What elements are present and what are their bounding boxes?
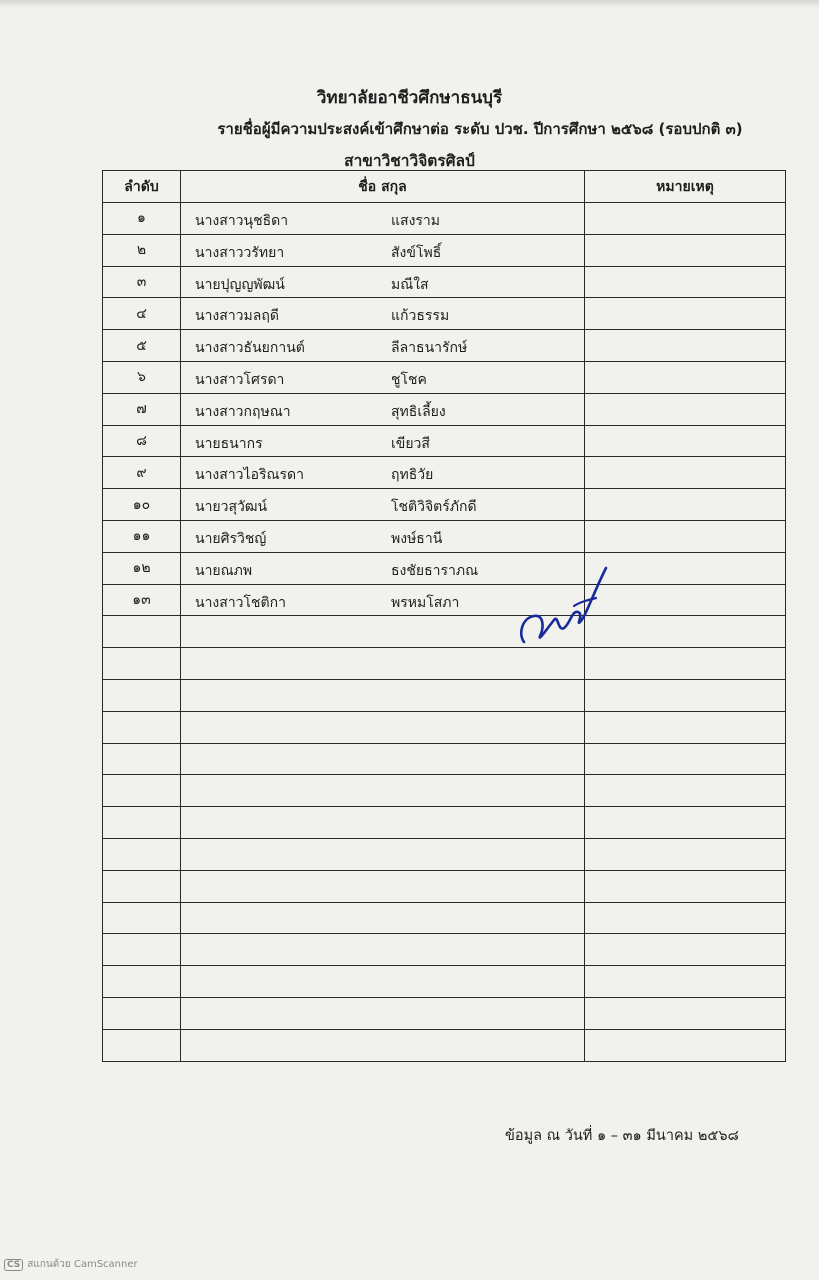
empty-cell: [585, 838, 786, 870]
row-note: [585, 203, 786, 235]
row-number: ๓: [103, 266, 181, 298]
empty-cell: [585, 966, 786, 998]
first-name: นางสาวนุชธิดา: [195, 213, 289, 229]
row-full-name: [181, 298, 585, 330]
empty-table-row: [103, 870, 786, 902]
empty-cell: [585, 648, 786, 680]
empty-table-row: [103, 807, 786, 839]
table-row: [103, 361, 786, 393]
last-name: พงษ์ธานี: [391, 530, 443, 547]
row-full-name: [181, 234, 585, 266]
row-note: [585, 361, 786, 393]
empty-cell: [181, 743, 585, 775]
row-number: ๖: [103, 361, 181, 393]
row-full-name: [181, 457, 585, 489]
table-row: [103, 203, 786, 235]
empty-cell: [103, 997, 181, 1029]
row-note: [585, 266, 786, 298]
empty-cell: [103, 648, 181, 680]
first-name: นางสาวโชติกา: [195, 594, 286, 611]
first-name: นายณภพ: [195, 562, 253, 579]
first-name: นายปุญญพัฒน์: [195, 276, 285, 293]
row-note: [585, 584, 786, 616]
empty-cell: [181, 711, 585, 743]
last-name: มณีใส: [391, 276, 429, 293]
empty-table-row: [103, 838, 786, 870]
empty-cell: [103, 807, 181, 839]
empty-cell: [181, 934, 585, 966]
row-number: ๘: [103, 425, 181, 457]
scan-edge: [0, 0, 819, 8]
row-number: ๔: [103, 298, 181, 330]
row-number: ๒: [103, 234, 181, 266]
table-row: [103, 393, 786, 425]
row-full-name: [181, 266, 585, 298]
last-name: พรหมโสภา: [391, 594, 460, 611]
row-note: [585, 520, 786, 552]
row-note: [585, 298, 786, 330]
empty-cell: [103, 934, 181, 966]
row-number: ๑๐: [103, 489, 181, 521]
last-name: สุทธิเลี้ยง: [391, 403, 446, 420]
last-name: แก้วธรรม: [391, 308, 450, 325]
table-row: [103, 520, 786, 552]
empty-cell: [585, 775, 786, 807]
first-name: นางสาวกฤษณา: [195, 403, 291, 420]
table-row: [103, 330, 786, 362]
table-row: [103, 457, 786, 489]
last-name: ลีลาธนารักษ์: [391, 340, 468, 357]
empty-cell: [585, 1029, 786, 1061]
page-subtitle: รายชื่อผู้มีความประสงค์เข้าศึกษาต่อ ระดับ ปวช. ปีการศึกษา ๒๕๖๘ (รอบปกติ ๓): [217, 120, 743, 138]
empty-table-row: [103, 1029, 786, 1061]
row-note: [585, 393, 786, 425]
empty-cell: [103, 1029, 181, 1061]
empty-cell: [181, 870, 585, 902]
row-full-name: [181, 203, 585, 235]
scanner-watermark: [4, 1257, 138, 1272]
empty-table-row: [103, 902, 786, 934]
table-row: [103, 266, 786, 298]
row-full-name: [181, 330, 585, 362]
empty-table-row: [103, 997, 786, 1029]
last-name: ชูโชค: [391, 371, 427, 388]
empty-table-row: [103, 934, 786, 966]
row-number: ๑๒: [103, 552, 181, 584]
row-full-name: [181, 425, 585, 457]
empty-cell: [103, 679, 181, 711]
empty-cell: [103, 616, 181, 648]
row-number: ๑๑: [103, 520, 181, 552]
last-name: แสงราม: [391, 213, 441, 229]
first-name: นายธนากร: [195, 435, 263, 452]
student-roster-table: [102, 170, 786, 1062]
row-full-name: [181, 489, 585, 521]
row-note: [585, 457, 786, 489]
empty-cell: [181, 966, 585, 998]
first-name: นางสาวไอริณรดา: [195, 467, 304, 484]
table-row: [103, 425, 786, 457]
empty-cell: [103, 743, 181, 775]
row-number: ๕: [103, 330, 181, 362]
empty-cell: [103, 838, 181, 870]
empty-cell: [585, 679, 786, 711]
empty-cell: [585, 870, 786, 902]
empty-table-row: [103, 711, 786, 743]
camscanner-logo-icon: CS: [4, 1259, 23, 1271]
row-note: [585, 425, 786, 457]
empty-cell: [181, 775, 585, 807]
empty-cell: [103, 870, 181, 902]
row-number: ๙: [103, 457, 181, 489]
empty-cell: [181, 807, 585, 839]
first-name: นายศิรวิชญ์: [195, 530, 267, 547]
empty-cell: [181, 648, 585, 680]
empty-cell: [585, 743, 786, 775]
last-name: โชติวิจิตร์ภักดี: [391, 499, 477, 516]
department-title: สาขาวิชาวิจิตรศิลป์: [344, 152, 475, 170]
last-name: เขียวสี: [391, 435, 430, 452]
page-title: วิทยาลัยอาชีวศึกษาธนบุรี: [316, 88, 503, 108]
empty-cell: [181, 679, 585, 711]
row-number: ๑๓: [103, 584, 181, 616]
table-row: [103, 552, 786, 584]
row-full-name: [181, 361, 585, 393]
row-full-name: [181, 520, 585, 552]
table-row: [103, 489, 786, 521]
empty-cell: [585, 807, 786, 839]
row-note: [585, 330, 786, 362]
last-name: สังข์โพธิ์: [391, 244, 442, 261]
first-name: นางสาวมลฤดี: [195, 308, 279, 325]
empty-table-row: [103, 648, 786, 680]
empty-cell: [585, 902, 786, 934]
empty-cell: [103, 711, 181, 743]
last-name: ธงชัยธาราภณ: [391, 562, 479, 579]
empty-cell: [181, 838, 585, 870]
empty-table-row: [103, 616, 786, 648]
empty-table-row: [103, 743, 786, 775]
empty-table-row: [103, 679, 786, 711]
empty-cell: [181, 902, 585, 934]
empty-cell: [585, 616, 786, 648]
header-note: หมายเหตุ: [585, 171, 786, 203]
table-row: [103, 298, 786, 330]
row-number: ๑: [103, 203, 181, 235]
empty-cell: [585, 711, 786, 743]
first-name: นายวสุวัฒน์: [195, 499, 268, 516]
empty-cell: [103, 775, 181, 807]
row-note: [585, 489, 786, 521]
empty-cell: [585, 997, 786, 1029]
header-name: ชื่อ สกุล: [181, 171, 585, 203]
last-name: ฤทธิวัย: [391, 467, 434, 484]
row-full-name: [181, 393, 585, 425]
empty-cell: [181, 1029, 585, 1061]
first-name: นางสาวโศรดา: [195, 371, 285, 388]
empty-table-row: [103, 775, 786, 807]
empty-table-row: [103, 966, 786, 998]
header-no: ลำดับ: [103, 171, 181, 203]
signature-image: [514, 562, 614, 652]
table-row: [103, 584, 786, 616]
empty-cell: [103, 902, 181, 934]
table-row: [103, 234, 786, 266]
row-number: ๗: [103, 393, 181, 425]
data-as-of-date: ข้อมูล ณ วันที่ ๑ – ๓๑ มีนาคม ๒๕๖๘: [505, 1128, 739, 1144]
empty-cell: [103, 966, 181, 998]
row-note: [585, 234, 786, 266]
row-note: [585, 552, 786, 584]
empty-cell: [181, 997, 585, 1029]
empty-cell: [585, 934, 786, 966]
first-name: นางสาววรัทยา: [195, 244, 285, 261]
first-name: นางสาวธันยกานต์: [195, 340, 305, 357]
scanner-watermark-text: สแกนด้วย CamScanner: [27, 1259, 138, 1270]
table-header-row: [103, 171, 786, 203]
